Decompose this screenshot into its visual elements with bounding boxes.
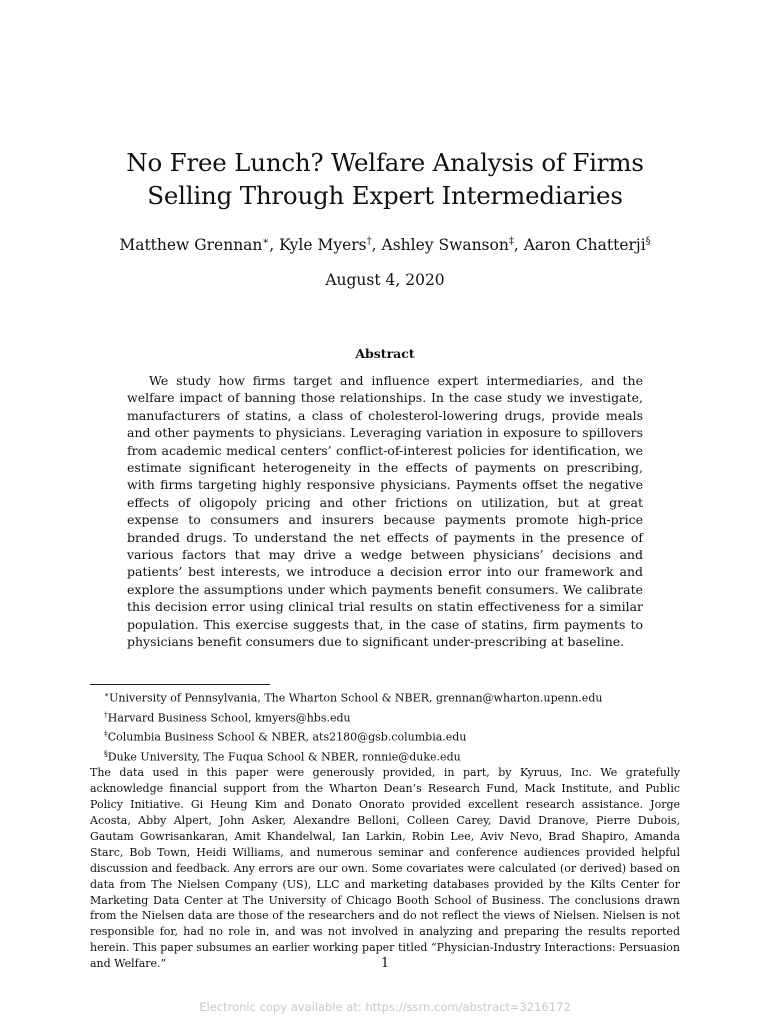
paper-title xyxy=(90,146,680,212)
footnote-rule xyxy=(90,684,270,685)
paper-date: August 4, 2020 xyxy=(325,271,445,289)
abstract-text: We study how firms target and influence expert intermediaries, and the welfare impact of banning those relationships. In the case study we investigate, manufacturers of statins, a class of cholesterol-lowering drugs, provide meals and other payments to physicians. Leveraging variation in exposure to spillovers from academic medical centers’ conflict-of-interest policies for identification, we estimate significant heterogeneity in the effects of payments on prescribing, with firms targeting highly responsive physicians. Payments offset the negative effects of oligopoly pricing and other frictions on utilization, but at great expense to consumers and insurers because payments promote high-price branded drugs. To understand the net effects of payments in the presence of various factors that may drive a wedge between physicians’ decisions and patients’ best interests, we introduce a decision error into our framework and explore the assumptions under which payments benefit consumers. We calibrate this decision error using clinical trial results on statin effectiveness for a similar population. This exercise suggests that, in the case of statins, firm payments to physicians benefit consumers due to significant under-prescribing at baseline. xyxy=(127,373,643,650)
author: Matthew Grennan∗ xyxy=(119,236,270,255)
author: Kyle Myers† xyxy=(279,236,372,255)
footnote-affiliation: §Duke University, The Fuqua School & NBER, ronnie@duke.edu xyxy=(104,748,461,764)
footnote-affiliation: †Harvard Business School, kmyers@hbs.edu xyxy=(104,709,351,725)
title-line-2: Selling Through Expert Intermediaries xyxy=(147,181,623,210)
author-list: Matthew Grennan∗, Kyle Myers†, Ashley Swanson‡, Aaron Chatterji§ xyxy=(119,236,651,255)
footnotes xyxy=(90,687,680,972)
page-number: 1 xyxy=(380,956,390,971)
author: Ashley Swanson‡ xyxy=(381,236,514,255)
footnote-affiliation: ∗University of Pennsylvania, The Wharton School & NBER, grennan@wharton.upenn.edu xyxy=(104,690,603,705)
acknowledgment-note: The data used in this paper were generously provided, in part, by Kyruus, Inc. We gratefully acknowledge financial support from the Wharton Dean’s Research Fund, Mack Institute, and Public Policy Initiative. Gi Heung Kim and Donato Onorato provided excellent research assistance. Jorge Acosta, Abby Alpert, John Asker, Alexandre Belloni, Colleen Carey, David Dranove, Pierre Dubois, Gautam Gowrisankaran, Amit Khandelwal, Ian Larkin, Robin Lee, Aviv Nevo, Brad Shapiro, Amanda Starc, Bob Town, Heidi Williams, and numerous seminar and conference audiences provided helpful discussion and feedback. Any errors are our own. Some covariates were calculated (or derived) based on data from The Nielsen Company (US), LLC and marketing databases provided by the Kilts Center for Marketing Data Center at The University of Chicago Booth School of Business. The conclusions drawn from the Nielsen data are those of the researchers and do not reflect the views of Nielsen. Nielsen is not responsible for, had no role in, and was not involved in analyzing and preparing the results reported herein. This paper subsumes an earlier working paper titled “Physician-Industry Interactions: Persuasion and Welfare.” xyxy=(90,766,680,971)
ssrn-watermark: Electronic copy available at: https://ssrn.com/abstract=3216172 xyxy=(199,1000,571,1014)
abstract-heading: Abstract xyxy=(355,346,415,361)
footnote-affiliation: ‡Columbia Business School & NBER, ats2180@gsb.columbia.edu xyxy=(104,729,467,744)
title-line-1: No Free Lunch? Welfare Analysis of Firms xyxy=(126,148,644,177)
author: Aaron Chatterji§ xyxy=(523,236,651,255)
